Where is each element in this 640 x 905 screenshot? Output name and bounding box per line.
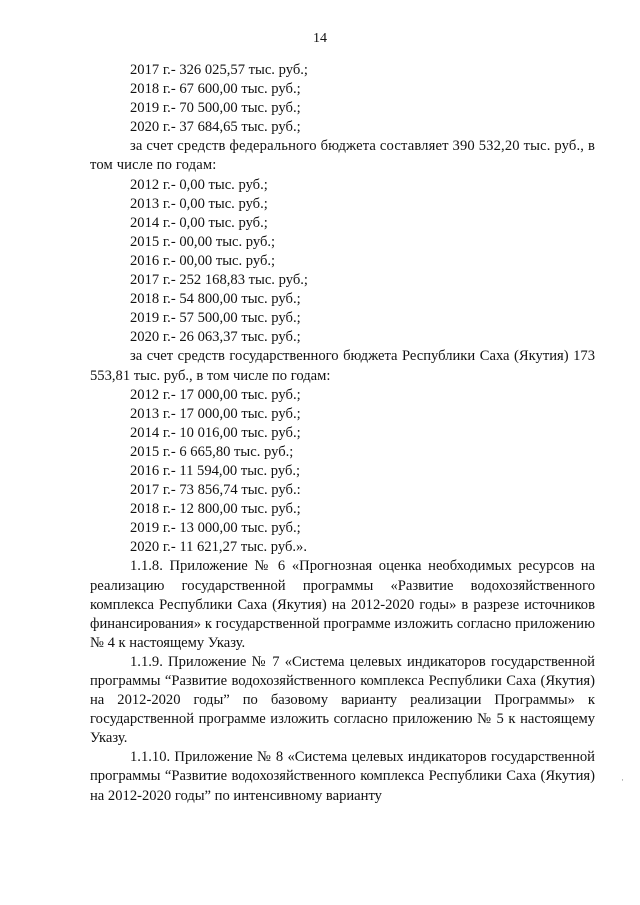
document-body: [90, 61, 595, 806]
clause-1-1-8: 1.1.8. Приложение № 6 «Прогнозная оценка необходимых ресурсов на реализацию государственной программы «Развитие водохозяйственного комплекса Республики Саха (Якутия) на 2012-2020 годы» в разрезе источников финансирования» к государственной программе изложить согласно приложению № 4 к настоящему Указу.: [90, 558, 595, 651]
federal-year-line: 2016 г.- 00,00 тыс. руб.;: [130, 252, 276, 269]
funding-line: 2019 г.- 70 500,00 тыс. руб.;: [130, 100, 301, 117]
federal-year-line: 2013 г.- 0,00 тыс. руб.;: [130, 195, 268, 212]
republic-year-line: 2016 г.- 11 594,00 тыс. руб.;: [130, 462, 301, 479]
federal-year-line: 2017 г.- 252 168,83 тыс. руб.;: [130, 272, 308, 289]
funding-line: 2020 г.- 37 684,65 тыс. руб.;: [130, 119, 301, 136]
federal-year-line: 2015 г.- 00,00 тыс. руб.;: [130, 233, 276, 250]
margin-mark: ·: [621, 775, 624, 785]
republic-year-line: 2015 г.- 6 665,80 тыс. руб.;: [130, 443, 294, 460]
republic-year-line: 2019 г.- 13 000,00 тыс. руб.;: [130, 520, 301, 537]
republic-year-line: 2017 г.- 73 856,74 тыс. руб.:: [130, 482, 301, 499]
federal-year-line: 2012 г.- 0,00 тыс. руб.;: [130, 176, 268, 193]
funding-line: 2017 г.- 326 025,57 тыс. руб.;: [130, 62, 308, 78]
funding-line: 2018 г.- 67 600,00 тыс. руб.;: [130, 81, 301, 98]
federal-year-line: 2020 г.- 26 063,37 тыс. руб.;: [130, 329, 301, 346]
federal-year-line: 2014 г.- 0,00 тыс. руб.;: [130, 214, 268, 231]
republic-year-line: 2014 г.- 10 016,00 тыс. руб.;: [130, 424, 301, 441]
federal-year-line: 2019 г.- 57 500,00 тыс. руб.;: [130, 310, 301, 327]
republic-year-line: 2018 г.- 12 800,00 тыс. руб.;: [130, 501, 301, 518]
republic-year-line: 2013 г.- 17 000,00 тыс. руб.;: [130, 405, 301, 422]
federal-budget-paragraph: за счет средств федерального бюджета составляет 390 532,20 тыс. руб., в том числе по годам:: [90, 138, 595, 174]
federal-year-line: 2018 г.- 54 800,00 тыс. руб.;: [130, 291, 301, 308]
republic-year-line: 2020 г.- 11 621,27 тыс. руб.».: [130, 539, 307, 556]
clause-1-1-9: 1.1.9. Приложение № 7 «Система целевых индикаторов государственной программы “Развитие водохозяйственного комплекса Республики Саха (Якутия) на 2012-2020 годы” по базовому варианту реализации Программы» к государственной программе изложить согласно приложению № 5 к настоящему Указу.: [90, 653, 595, 747]
republic-budget-paragraph: за счет средств государственного бюджета Республики Саха (Якутия) 173 553,81 тыс. руб., в том числе по годам:: [90, 348, 595, 384]
clause-1-1-10: 1.1.10. Приложение № 8 «Система целевых индикаторов государственной программы “Развитие водохозяйственного комплекса Республики Саха (Якутия) на 2012-2020 годы” по интенсивному варианту: [90, 749, 595, 804]
republic-year-line: 2012 г.- 17 000,00 тыс. руб.;: [130, 386, 301, 403]
page-number: 14: [313, 31, 327, 46]
